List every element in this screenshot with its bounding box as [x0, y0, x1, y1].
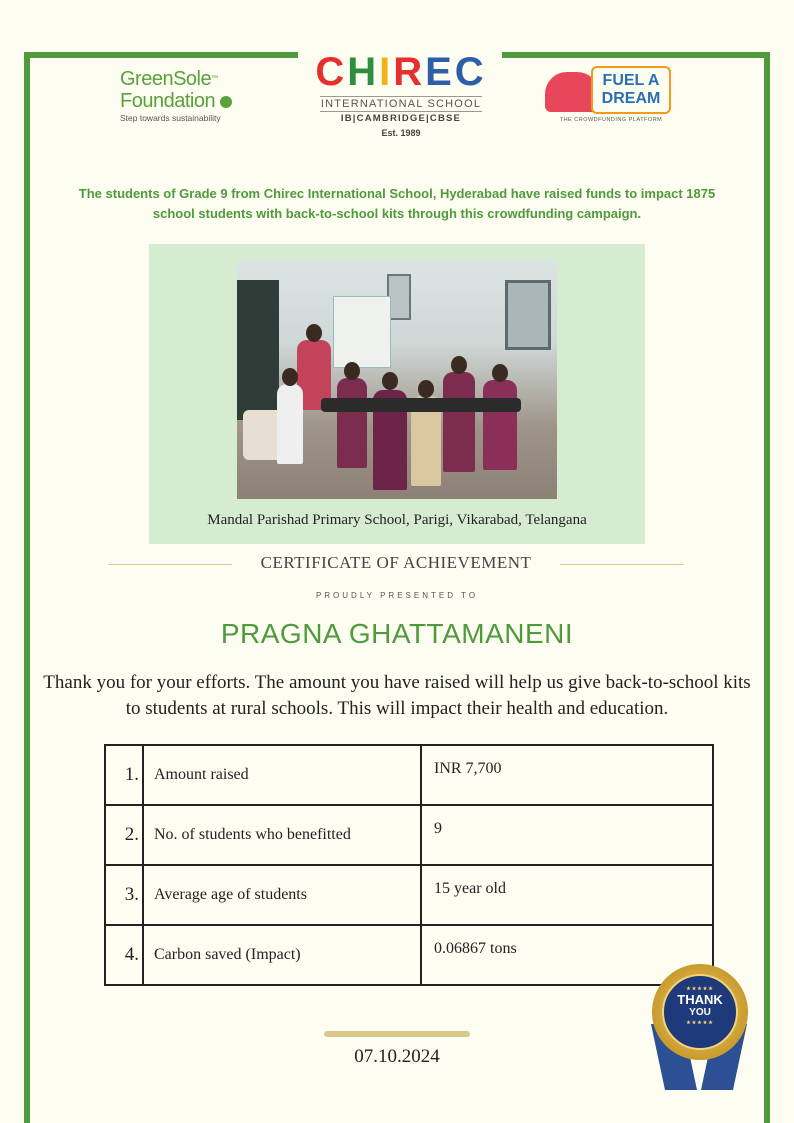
frame-left-border	[24, 52, 30, 1123]
chirec-letter: C	[454, 50, 487, 94]
fuel-line1: FUEL A	[602, 72, 660, 89]
fuel-a-dream-logo	[545, 66, 675, 128]
frame-right-border	[764, 52, 770, 1123]
chirec-subtitle: INTERNATIONAL SCHOOL	[320, 98, 482, 110]
thank-you-badge	[646, 960, 756, 1092]
students-photo	[237, 260, 557, 499]
table-row	[105, 925, 713, 985]
row-number: 3.	[105, 865, 143, 925]
recipient-name: PRAGNA GHATTAMANENI	[220, 618, 574, 649]
greensole-tagline: Step towards sustainability	[120, 113, 221, 123]
row-label: Carbon saved (Impact)	[143, 925, 421, 985]
photo-caption: Mandal Parishad Primary School, Parigi, Vikarabad, Telangana	[207, 512, 587, 528]
frame-top-right-border	[502, 52, 770, 58]
row-value: INR 7,700	[421, 745, 713, 805]
presented-to: PROUDLY PRESENTED TO	[315, 591, 479, 600]
greensole-tm: ™	[211, 75, 218, 82]
table-row	[105, 805, 713, 865]
fuel-line2: DREAM	[601, 90, 661, 107]
date-bar	[324, 1031, 470, 1037]
seal-you: YOU	[689, 1007, 711, 1018]
row-number: 1.	[105, 745, 143, 805]
chirec-letter: H	[347, 50, 380, 94]
row-number: 4.	[105, 925, 143, 985]
row-number: 2.	[105, 805, 143, 865]
row-label: No. of students who benefitted	[143, 805, 421, 865]
chirec-est: Est. 1989	[381, 128, 421, 138]
fuel-a-dream-box	[591, 66, 671, 114]
chirec-letter: I	[379, 50, 394, 94]
chirec-boards: IB|CAMBRIDGE|CBSE	[340, 113, 462, 124]
fuel-tagline: THE CROWDFUNDING PLATFORM	[559, 117, 663, 123]
seal-stars-bottom: ★★★★★	[686, 1020, 714, 1026]
impact-table	[104, 744, 714, 986]
row-value: 0.06867 tons	[421, 925, 713, 985]
row-value: 15 year old	[421, 865, 713, 925]
table-row	[105, 745, 713, 805]
divider-left	[108, 564, 232, 565]
chirec-letter: C	[315, 50, 348, 94]
chirec-wordmark	[306, 50, 496, 94]
greensole-logo	[120, 68, 260, 128]
leaf-icon	[220, 96, 232, 108]
certificate-date: 07.10.2024	[354, 1046, 440, 1067]
blackboard	[237, 280, 279, 420]
intro-text: The students of Grade 9 from Chirec International School, Hyderabad have raised funds to impact 1875 school students with back-to-school kits through this crowdfunding campaign.	[78, 186, 716, 221]
divider-right	[560, 564, 684, 565]
table-row	[105, 865, 713, 925]
frame-top-left-border	[24, 52, 298, 58]
row-label: Amount raised	[143, 745, 421, 805]
students-group	[277, 320, 537, 499]
thank-you-message: Thank you for your efforts. The amount you have raised will help us give back-to-school kits to students at rural schools. This will impact their health and education.	[43, 672, 751, 719]
row-label: Average age of students	[143, 865, 421, 925]
seal-thank: THANK	[677, 992, 723, 1007]
row-value: 9	[421, 805, 713, 865]
certificate-title: CERTIFICATE OF ACHIEVEMENT	[260, 553, 532, 572]
seal-stars: ★★★★★	[686, 986, 714, 992]
photo-panel	[149, 244, 645, 544]
seal-center	[662, 974, 738, 1050]
greensole-foundation: Foundation	[120, 90, 216, 112]
chirec-letter: R	[393, 50, 426, 94]
chirec-logo	[306, 50, 496, 145]
chirec-letter: E	[425, 50, 455, 94]
greensole-name: GreenSole	[120, 68, 212, 90]
